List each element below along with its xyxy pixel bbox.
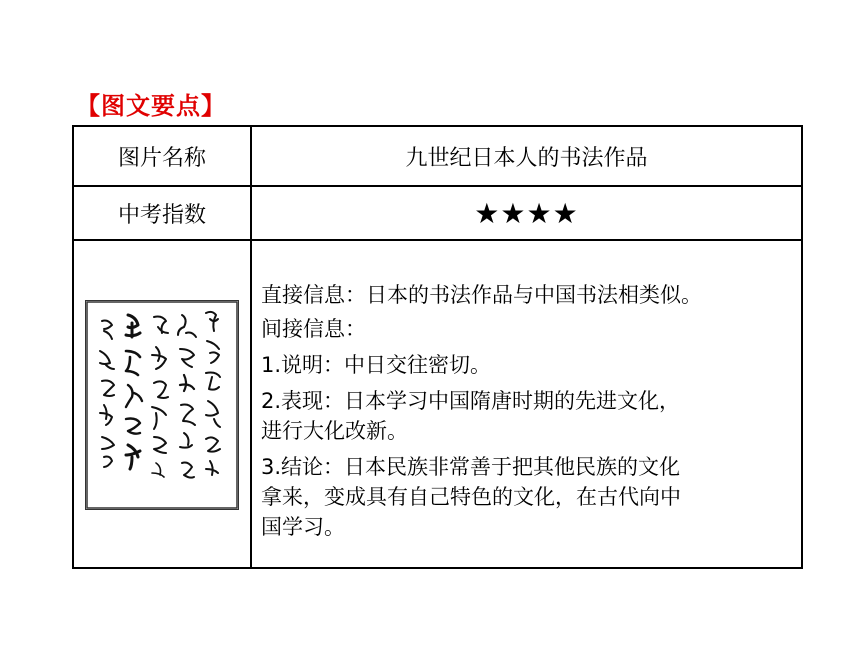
- row-label-exam-index: 中考指数: [73, 186, 251, 240]
- table-row: [73, 240, 802, 568]
- direct-info-line: 直接信息：日本的书法作品与中国书法相类似。: [261, 283, 702, 307]
- manifestation-line-cont: 进行大化改新。: [261, 419, 408, 443]
- table-row: [73, 186, 802, 240]
- conclusion-line-end: 国学习。: [261, 515, 345, 539]
- section-title: 【图文要点】: [76, 92, 226, 120]
- row-label-picture-name: 图片名称: [73, 126, 251, 186]
- calligraphy-image: [85, 300, 239, 510]
- picture-name-value: 九世纪日本人的书法作品: [251, 126, 802, 186]
- exam-index-stars: ★★★★: [251, 186, 802, 240]
- image-cell: [73, 240, 251, 568]
- description-cell: [251, 240, 802, 568]
- conclusion-line: 3.结论：日本民族非常善于把其他民族的文化: [261, 455, 681, 479]
- manifestation-line: 2.表现：日本学习中国隋唐时期的先进文化，: [261, 389, 681, 413]
- conclusion-line-cont: 拿来，变成具有自己特色的文化，在古代向中: [261, 485, 681, 509]
- info-table: [72, 125, 803, 569]
- table-row: [73, 126, 802, 186]
- explanation-line: 1.说明：中日交往密切。: [261, 353, 492, 377]
- indirect-info-heading: 间接信息：: [261, 317, 366, 341]
